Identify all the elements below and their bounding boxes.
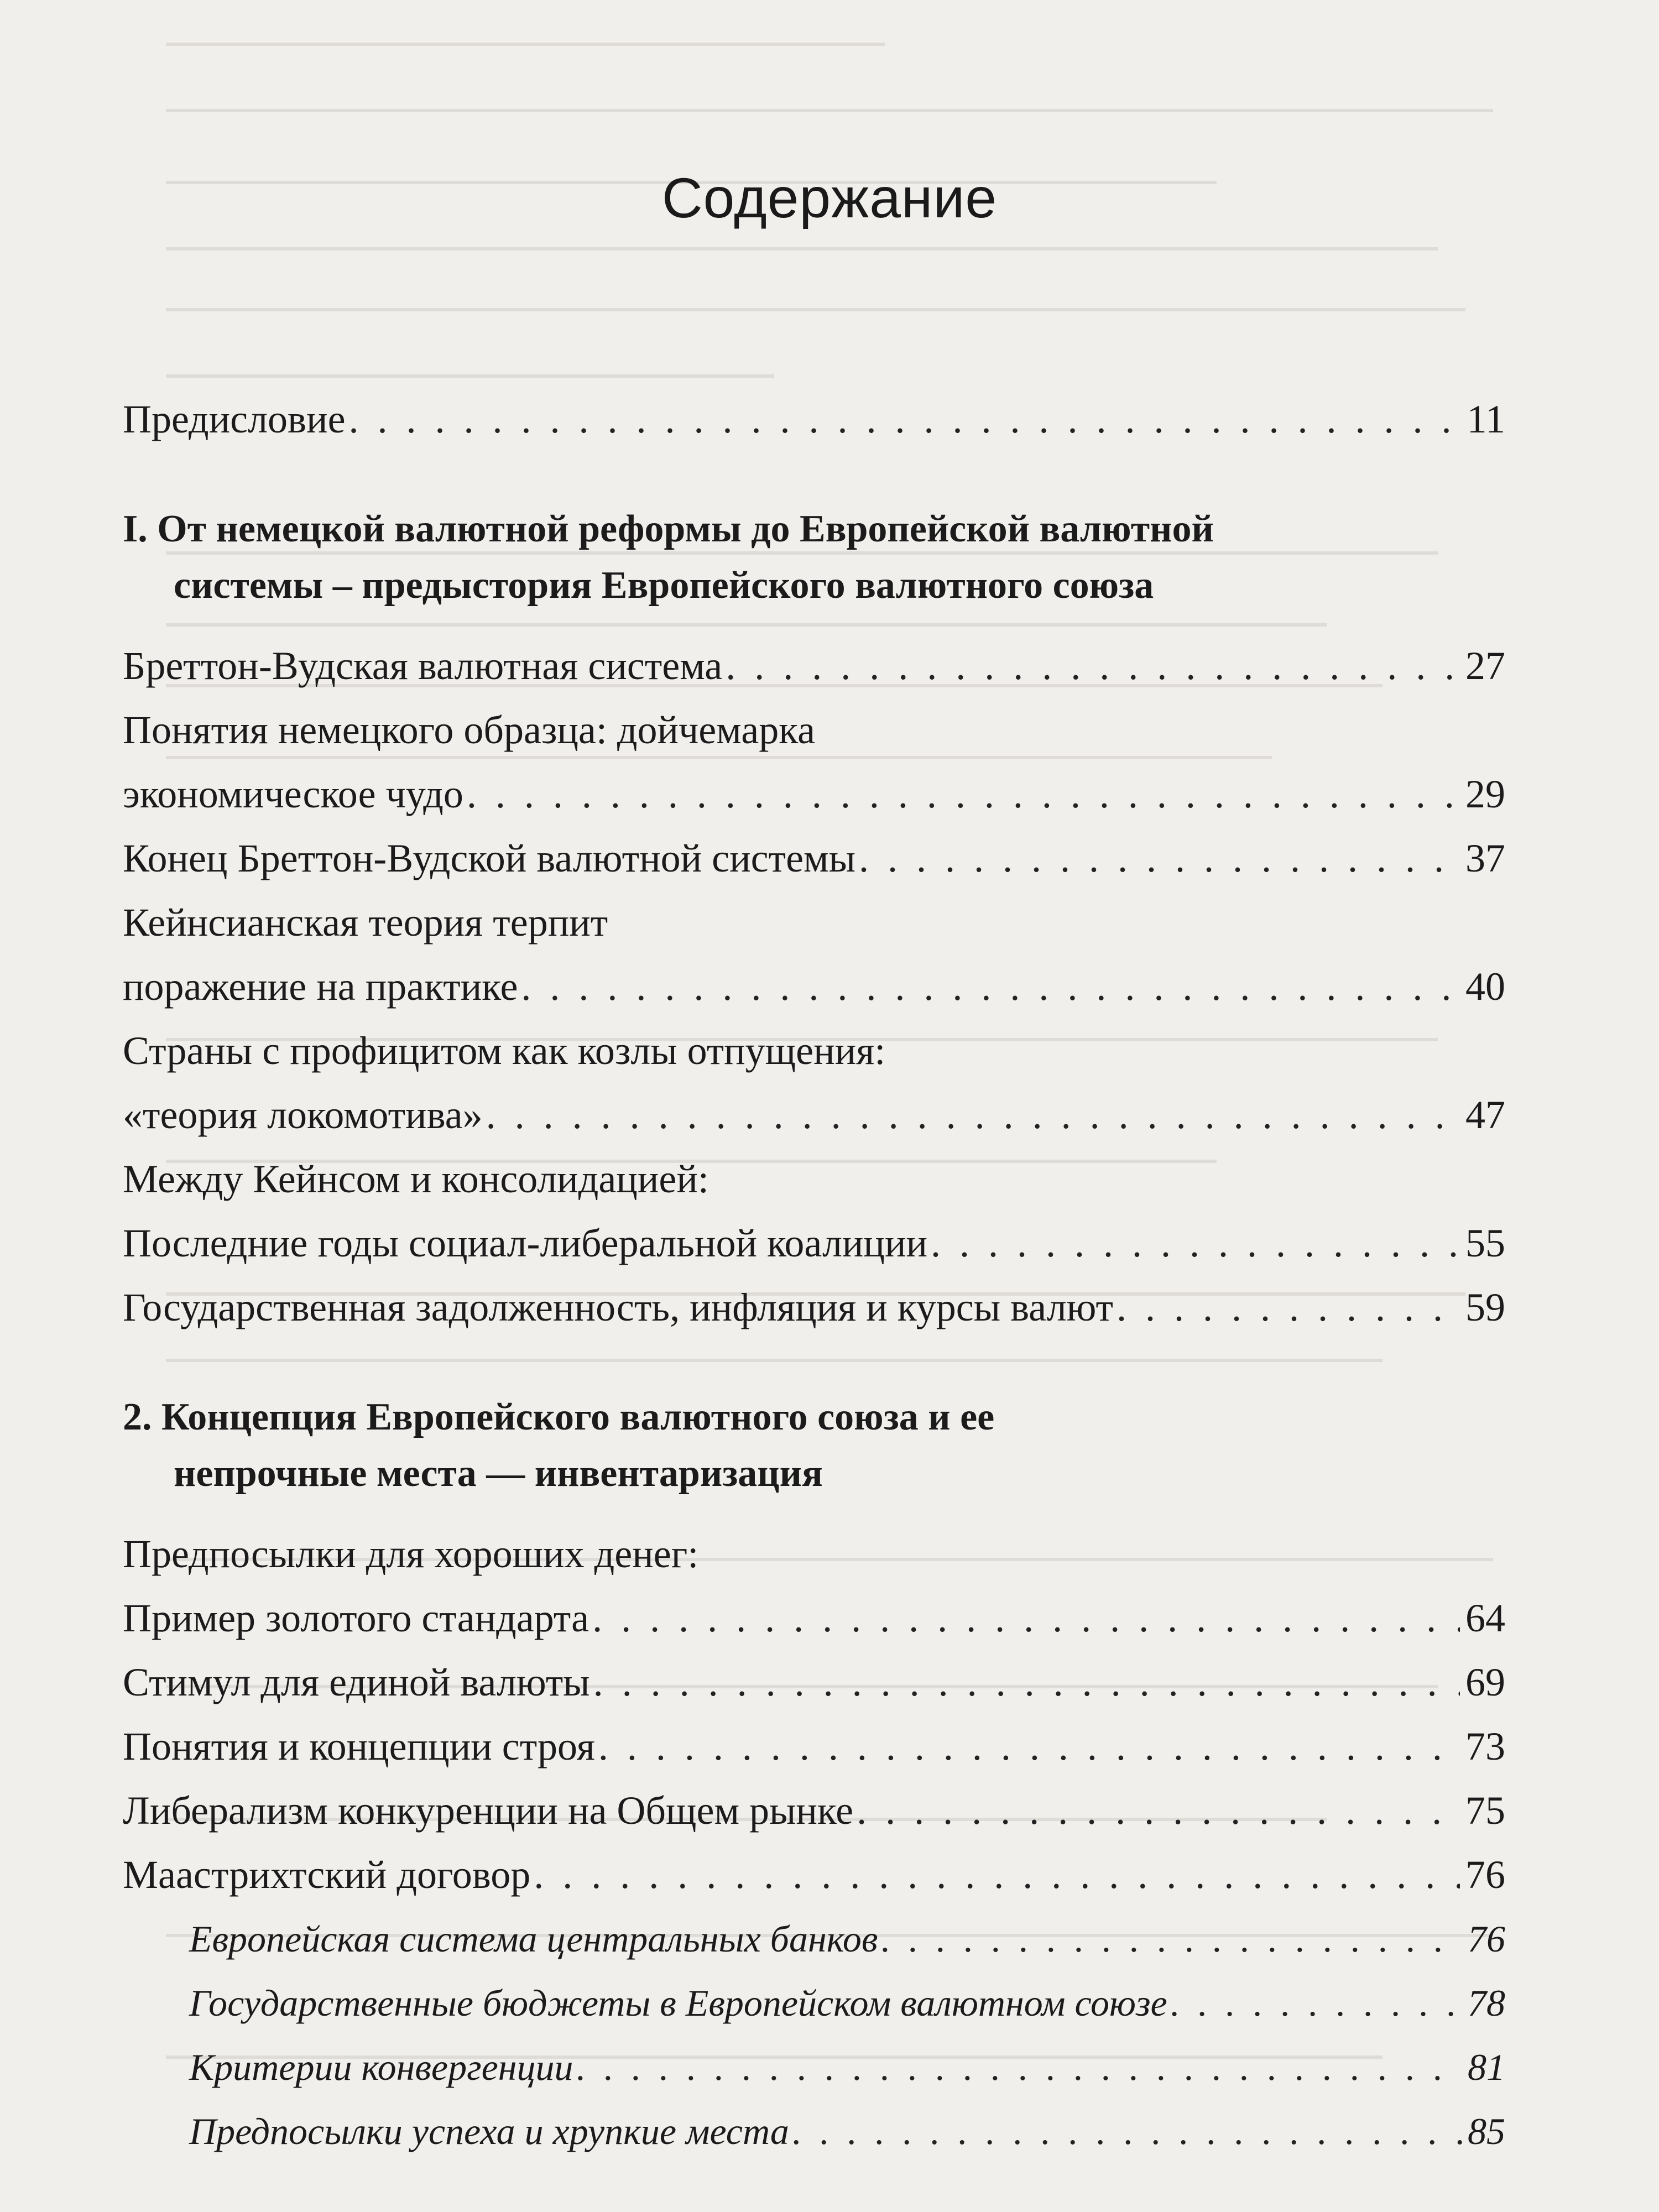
toc-entry-title: Государственная задолженность, инфляция и курсы валют bbox=[123, 1285, 1113, 1329]
toc-entry-preface bbox=[123, 387, 1505, 451]
toc-subentry-page: 78 bbox=[1468, 1982, 1505, 2024]
toc-entry-title-line: Кейнсианская теория терпит bbox=[123, 900, 608, 945]
toc-subentry-title: Критерии конвергенции bbox=[189, 2046, 573, 2088]
section-heading-line: 2. Концепция Европейского валютного союза и ее bbox=[123, 1396, 995, 1438]
leader-dots bbox=[577, 2035, 1462, 2099]
toc-entry-page: 69 bbox=[1465, 1660, 1505, 1704]
toc-subentry-title: Европейская система центральных банков bbox=[189, 1918, 878, 1960]
leader-dots bbox=[881, 1907, 1462, 1971]
toc-entry-page: 40 bbox=[1465, 964, 1505, 1009]
toc-entry bbox=[123, 890, 1505, 1019]
toc-entry-page: 73 bbox=[1465, 1724, 1505, 1768]
toc-entry-page: 47 bbox=[1465, 1093, 1505, 1137]
toc-subentry bbox=[123, 2035, 1505, 2099]
leader-dots bbox=[592, 1586, 1460, 1650]
toc-entry-page: 75 bbox=[1465, 1788, 1505, 1833]
toc-entry-title: Понятия и концепции строя bbox=[123, 1724, 595, 1768]
page-title: Содержание bbox=[661, 166, 998, 229]
toc-entry bbox=[123, 634, 1505, 698]
toc-entry-page: 64 bbox=[1465, 1596, 1505, 1640]
toc-entry bbox=[123, 826, 1505, 890]
toc-subentry bbox=[123, 1971, 1505, 2035]
toc-subentry bbox=[123, 2099, 1505, 2163]
section-heading-2 bbox=[123, 1389, 1505, 1502]
toc-subentry-title: Предпосылки успеха и хрупкие места bbox=[189, 2110, 789, 2152]
leader-dots bbox=[726, 634, 1460, 698]
toc-entry bbox=[123, 1147, 1505, 1275]
toc-entry-title-line: Предпосылки для хороших денег: bbox=[123, 1532, 699, 1576]
toc-entry-title: Последние годы социал-либеральной коалиции bbox=[123, 1221, 928, 1265]
leader-dots bbox=[792, 2099, 1462, 2163]
toc-entry-page: 59 bbox=[1465, 1285, 1505, 1329]
toc-entry-title-line: Между Кейнсом и консолидацией: bbox=[123, 1157, 709, 1201]
toc-subentry bbox=[123, 1907, 1505, 1971]
toc-subentry-page: 76 bbox=[1468, 1918, 1505, 1960]
leader-dots bbox=[467, 762, 1460, 826]
leader-dots bbox=[931, 1211, 1460, 1275]
toc-entry-title: Конец Бреттон-Вудской валютной системы bbox=[123, 836, 855, 880]
toc-entry-title: Предисловие bbox=[123, 397, 346, 441]
toc-entry bbox=[123, 1522, 1505, 1650]
toc-entry-title-line: Понятия немецкого образца: дойчемарка bbox=[123, 708, 816, 752]
leader-dots bbox=[1117, 1275, 1460, 1339]
section-heading-line: непрочные места — инвентаризация bbox=[174, 1452, 823, 1495]
toc-entry-title: Маастрихтский договор bbox=[123, 1853, 531, 1897]
toc-entry-title-line: Страны с профицитом как козлы отпущения: bbox=[123, 1029, 886, 1073]
toc-entry-title: «теория локомотива» bbox=[123, 1093, 483, 1137]
leader-dots bbox=[521, 954, 1460, 1019]
toc-entry-title: Стимул для единой валюты bbox=[123, 1660, 590, 1704]
section-heading-line: I. От немецкой валютной реформы до Европейской валютной bbox=[123, 508, 1214, 550]
toc-entry-title: Бреттон-Вудская валютная система bbox=[123, 644, 723, 688]
toc-entry bbox=[123, 698, 1505, 826]
toc-entry-title: поражение на практике bbox=[123, 964, 518, 1009]
leader-dots bbox=[349, 387, 1462, 451]
section-heading-line: системы – предыстория Европейского валютного союза bbox=[174, 564, 1154, 607]
toc-subentry-page: 81 bbox=[1468, 2046, 1505, 2088]
leader-dots bbox=[859, 826, 1460, 890]
toc-entry-title: экономическое чудо bbox=[123, 772, 463, 816]
leader-dots bbox=[857, 1778, 1460, 1843]
toc-entry-title: Либерализм конкуренции на Общем рынке bbox=[123, 1788, 854, 1833]
section-heading-1 bbox=[123, 501, 1505, 614]
leader-dots bbox=[486, 1083, 1460, 1147]
toc-entry-page: 11 bbox=[1467, 397, 1505, 441]
toc-entry-page: 29 bbox=[1465, 772, 1505, 816]
toc-entry-page: 27 bbox=[1465, 644, 1505, 688]
toc-subentry-title: Государственные бюджеты в Европейском валютном союзе bbox=[189, 1982, 1167, 2024]
leader-dots bbox=[1171, 1971, 1462, 2035]
toc-entry bbox=[123, 1778, 1505, 1843]
toc-entry-page: 37 bbox=[1465, 836, 1505, 880]
toc-entry-page: 76 bbox=[1465, 1853, 1505, 1897]
toc-subentry-page: 85 bbox=[1468, 2110, 1505, 2152]
toc-entry bbox=[123, 1650, 1505, 1714]
leader-dots bbox=[598, 1714, 1460, 1778]
toc-entry bbox=[123, 1275, 1505, 1339]
toc-entry bbox=[123, 1019, 1505, 1147]
toc-entry bbox=[123, 1843, 1505, 1907]
toc-entry bbox=[123, 1714, 1505, 1778]
toc-entry-page: 55 bbox=[1465, 1221, 1505, 1265]
leader-dots bbox=[593, 1650, 1460, 1714]
table-of-contents bbox=[123, 387, 1505, 2163]
toc-entry-title: Пример золотого стандарта bbox=[123, 1596, 589, 1640]
leader-dots bbox=[534, 1843, 1460, 1907]
